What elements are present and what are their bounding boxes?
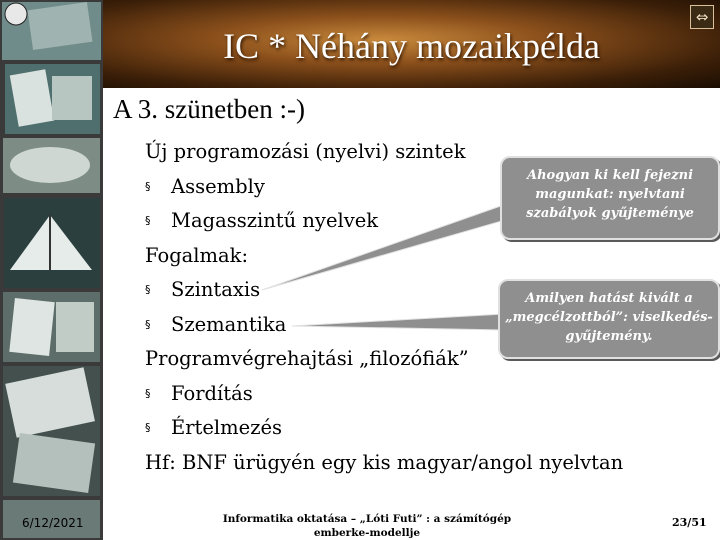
bullet-marker: § <box>145 179 151 193</box>
bullet-marker: § <box>145 283 151 296</box>
line-text: Szemantika <box>171 312 287 336</box>
callout-pointer-syntax <box>262 202 512 290</box>
footer-caption <box>222 512 512 540</box>
footer-date: 6/12/2021 <box>22 516 84 530</box>
line-text: Szintaxis <box>171 278 261 301</box>
footer-caption-line-2: emberke-modellje <box>313 527 421 539</box>
bullet-marker: § <box>145 317 151 331</box>
bullet-marker: § <box>145 386 151 400</box>
line-text: Hf: BNF ürügyén egy kis magyar/angol nyelvtan <box>145 450 624 474</box>
bullet-marker: § <box>145 421 151 434</box>
line-text: Fordítás <box>171 381 253 405</box>
footer-caption-line-1: Informatika oktatása – „Lóti Futi” : a számítógép <box>222 513 512 525</box>
line-text: Programvégrehajtási „filozófiák” <box>145 347 469 370</box>
bullet-marker: § <box>145 214 151 227</box>
line-text: Értelmezés <box>171 416 283 439</box>
double-arrow-icon[interactable]: ⇔ <box>690 5 714 29</box>
slide-title: IC * Néhány mozaikpélda <box>223 26 600 66</box>
page-number: 23/51 <box>672 516 707 529</box>
callout-syntax: Ahogyan ki kell fejezni magunkat: nyelvtani szabályok gyűjteménye <box>500 156 720 240</box>
line-text: Magasszintű nyelvek <box>171 209 379 232</box>
line-text: Új programozási (nyelvi) szintek <box>145 140 466 163</box>
line-text: Assembly <box>171 174 265 198</box>
slide-subtitle: A 3. szünetben :-) <box>113 94 305 124</box>
callout-pointer-semantics <box>292 314 504 330</box>
line-text: Fogalmak: <box>145 243 249 267</box>
callout-semantics: Amilyen hatást kivált a „megcélzottból”: viselkedés-gyűjtemény. <box>498 279 720 359</box>
